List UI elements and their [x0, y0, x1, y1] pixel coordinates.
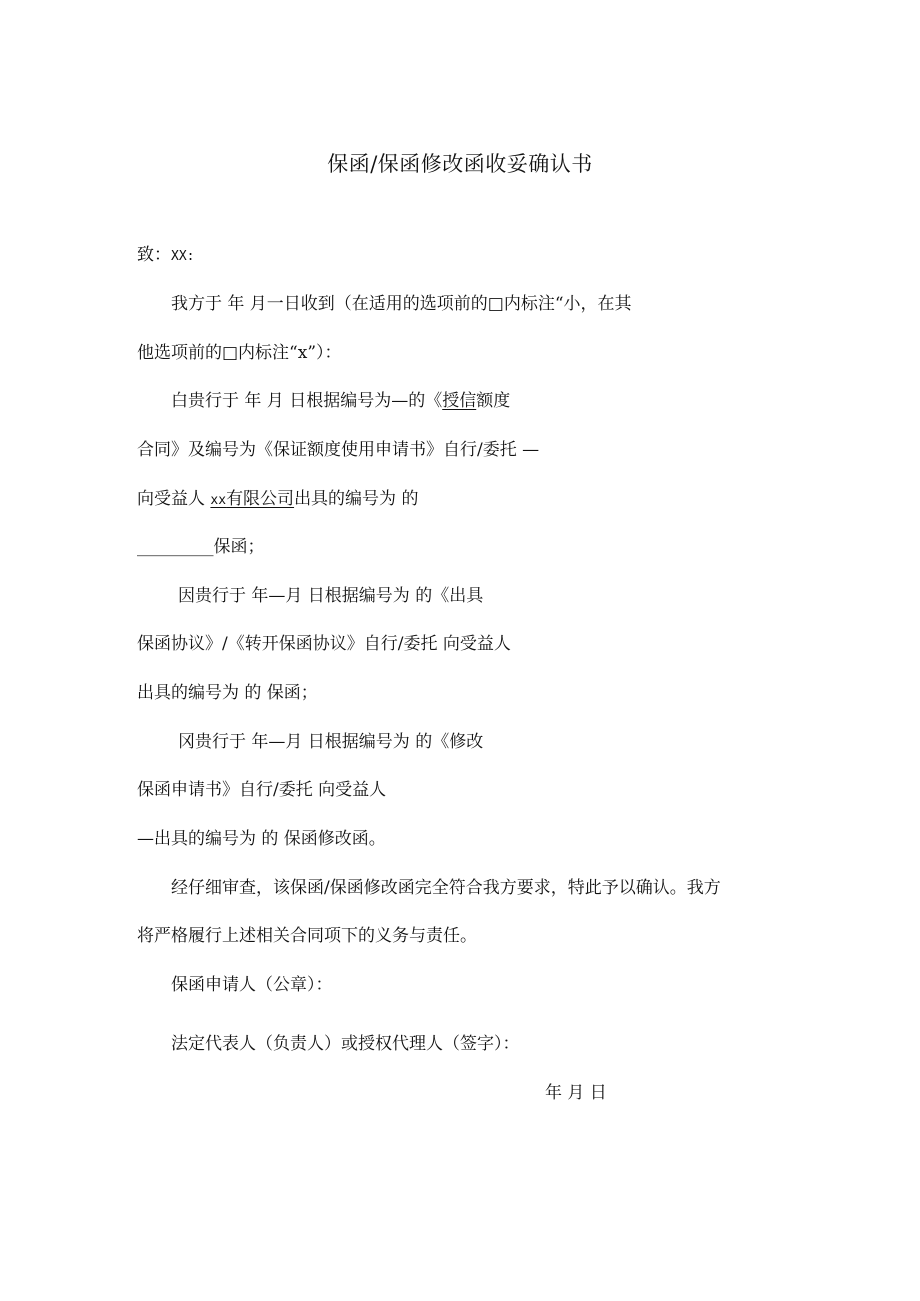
document-title: 保函/保函修改函收妥确认书: [327, 152, 593, 176]
option1-beneficiary-name: 有限公司: [226, 489, 295, 509]
intro-line-1: 我方于 年 月一日收到（在适用的选项前的□内标注“小，在其: [171, 294, 632, 314]
date-line: 年 月 日: [545, 1083, 607, 1103]
addressee-prefix: 致：: [137, 245, 171, 265]
option3-line-3: —出具的编号为 的 保函修改函。: [137, 829, 386, 849]
option1-line-2: 合同》及编号为《保证额度使用申请书》自行/委托 —: [137, 440, 540, 460]
addressee-name: XX:: [171, 249, 195, 264]
applicant-seal-line: 保函申请人（公章）：: [171, 975, 333, 995]
intro-line-2: 他选项前的□内标注“x”）：: [137, 343, 342, 363]
option3-line-2: 保函申请书》自行/委托 向受益人: [137, 780, 387, 800]
addressee-line: [137, 243, 194, 269]
option2-line-3: 出具的编号为 的 保函；: [137, 683, 318, 703]
representative-signature-line: 法定代表人（负责人）或授权代理人（签字）：: [171, 1034, 520, 1054]
confirmation-line-1: 经仔细审查，该保函/保函修改函完全符合我方要求，特此予以确认。我方: [171, 878, 721, 898]
option1-underlined-credit: 授信: [442, 391, 477, 411]
option1-line-3-after: 出具的编号为 的: [294, 489, 419, 509]
option3-line-1: 冈贵行于 年—月 日根据编号为 的《修改: [178, 732, 484, 752]
option2-line-1: 因贵行于 年—月 日根据编号为 的《出具: [178, 586, 484, 606]
option1-line-1-after: 额度: [476, 391, 511, 411]
option1-line-3: [137, 487, 418, 513]
confirmation-line-2: 将严格履行上述相关合同项下的义务与责任。: [137, 926, 477, 946]
option1-line-4: _________保函；: [137, 537, 265, 557]
option1-line-1: [171, 389, 510, 413]
option1-line-1-before: 白贵行于 年 月 日根据编号为—的《: [171, 391, 443, 411]
option1-line-3-before: 向受益人: [137, 489, 211, 509]
option1-beneficiary-prefix: xx: [210, 493, 227, 508]
option2-line-2: 保函协议》/《转开保函协议》自行/委托 向受益人: [137, 634, 511, 654]
